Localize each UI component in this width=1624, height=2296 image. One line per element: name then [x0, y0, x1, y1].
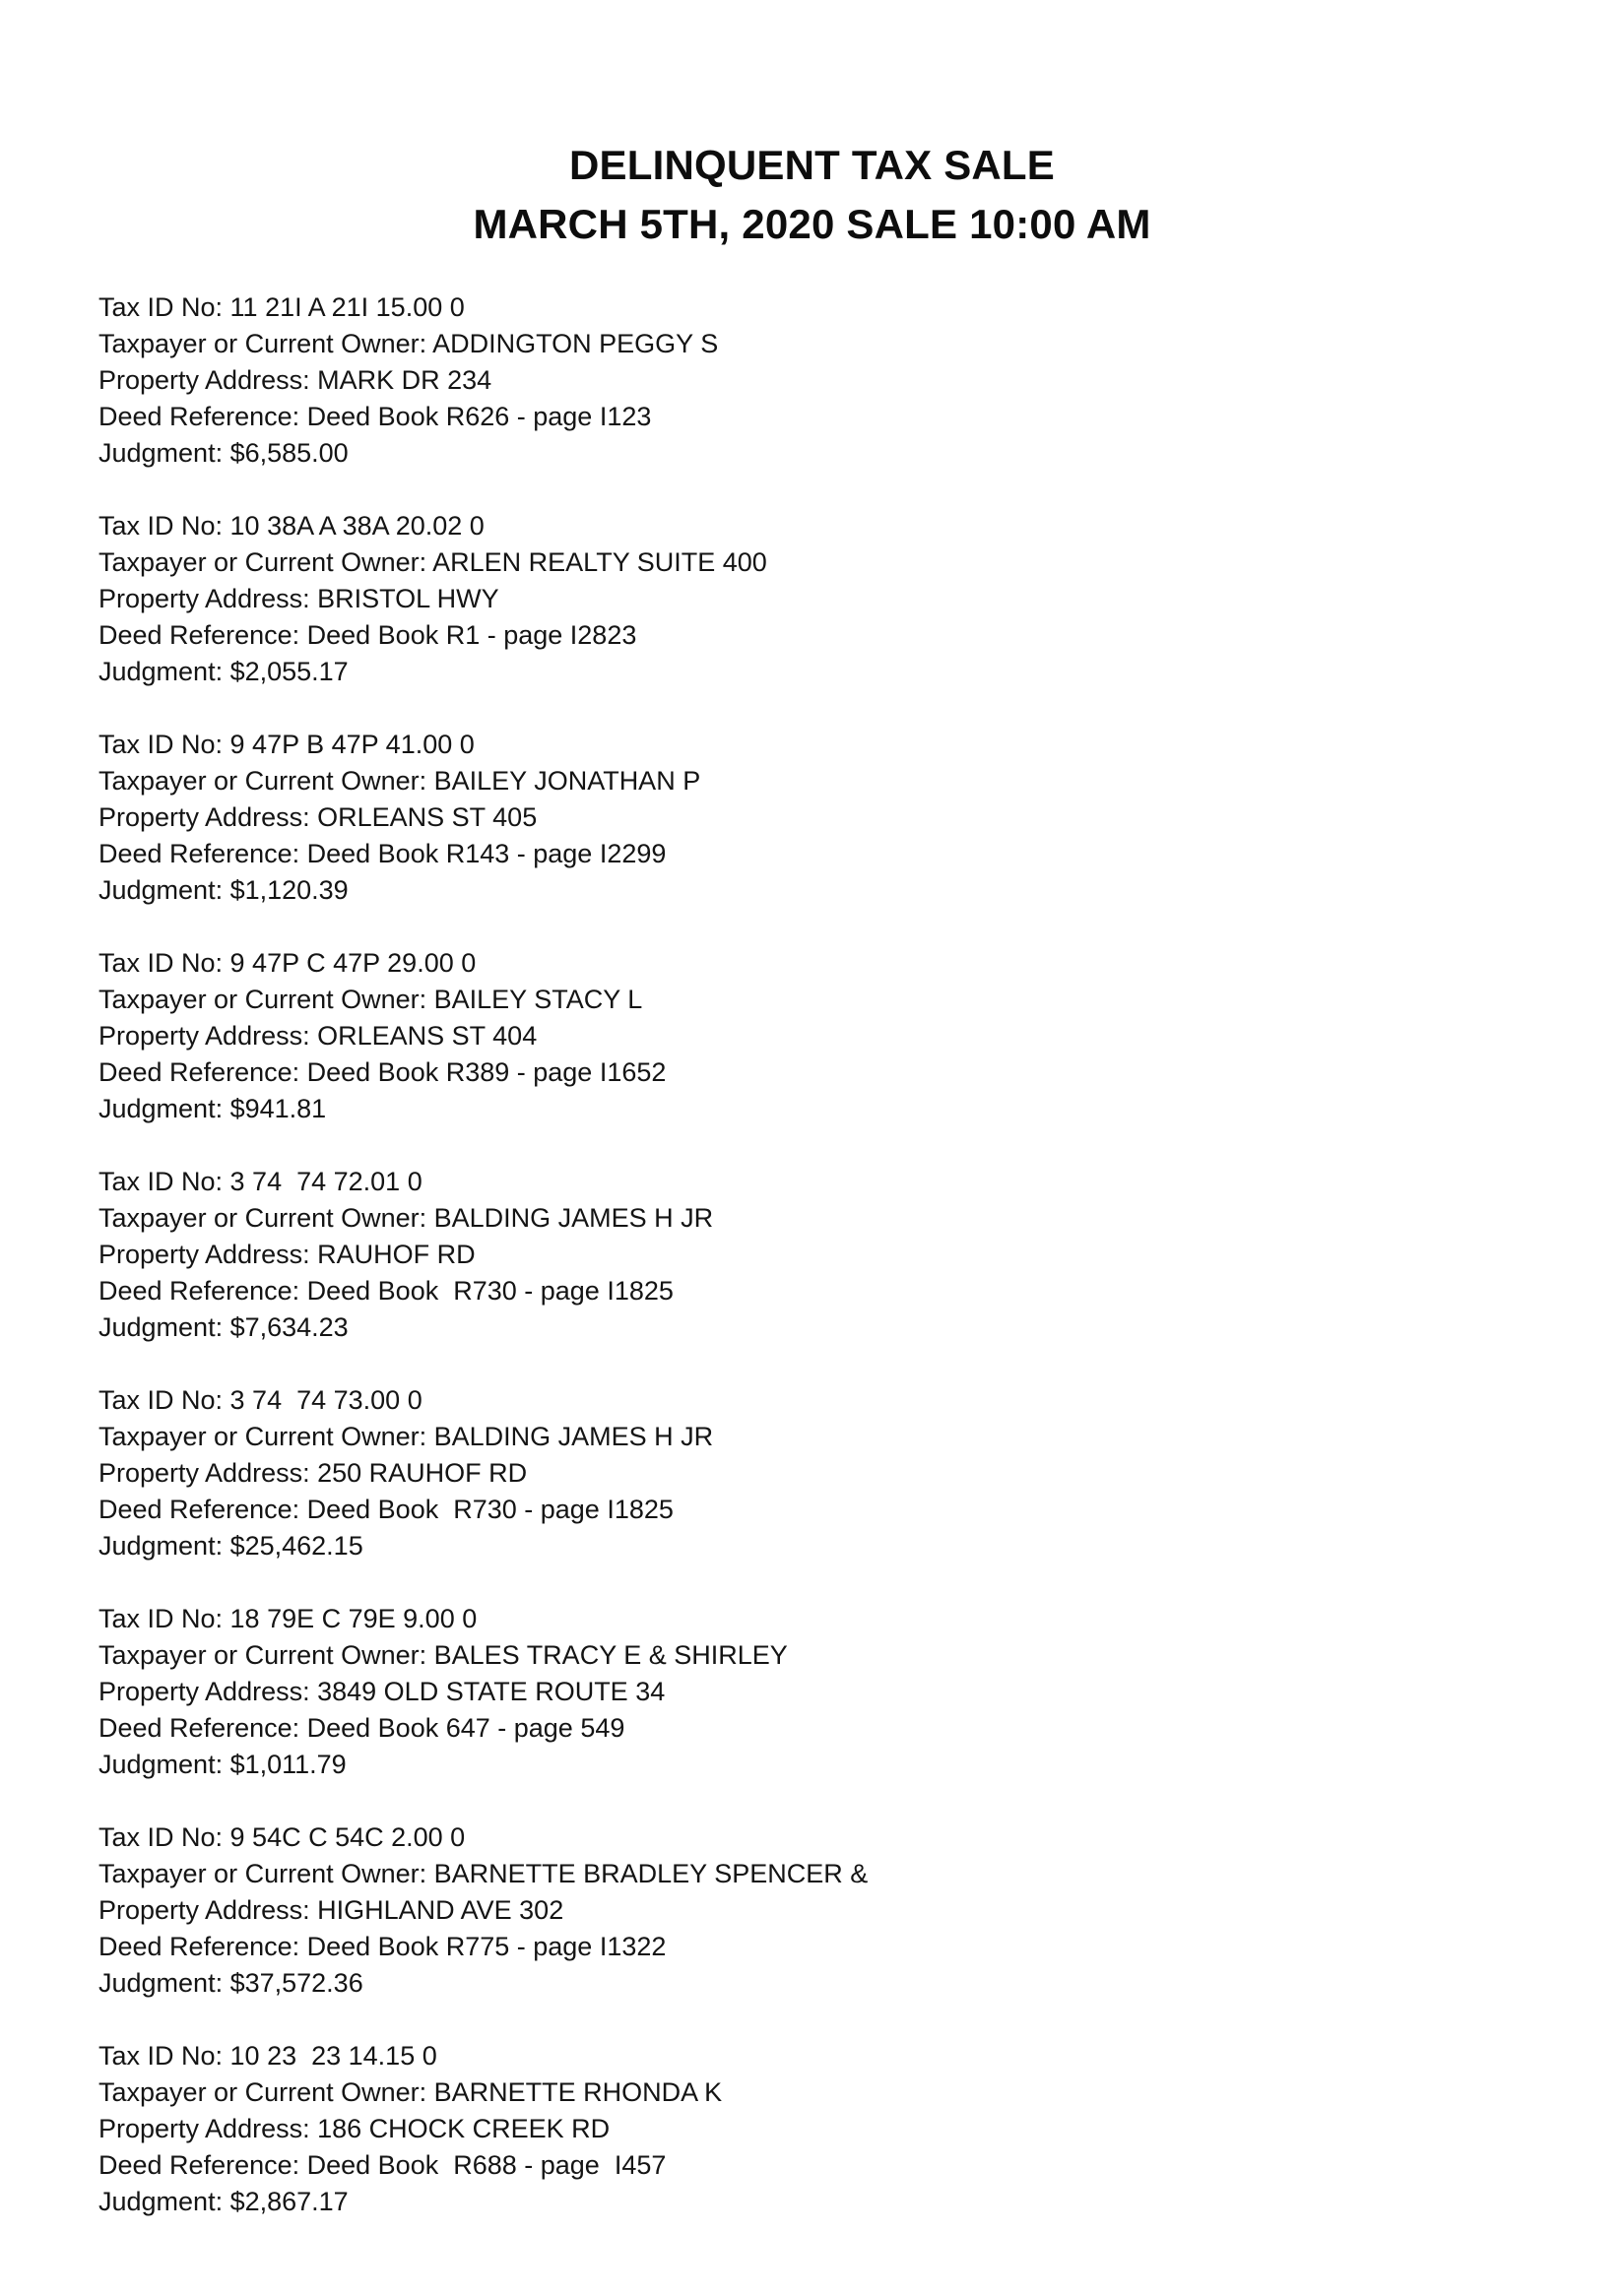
deed-reference-line: Deed Reference: Deed Book R730 - page I1825 — [98, 1276, 674, 1306]
property-address-line: Property Address: 3849 OLD STATE ROUTE 34 — [98, 1677, 666, 1706]
tax-id-line: Tax ID No: 3 74 74 72.01 0 — [98, 1167, 422, 1196]
property-address-line: Property Address: 186 CHOCK CREEK RD — [98, 2114, 611, 2143]
property-record — [98, 2038, 1477, 2220]
owner-line: Taxpayer or Current Owner: BAILEY JONATHAN P — [98, 766, 701, 796]
owner-line: Taxpayer or Current Owner: BARNETTE BRADLEY SPENCER & — [98, 1859, 869, 1888]
tax-id-line: Tax ID No: 9 47P C 47P 29.00 0 — [98, 948, 477, 978]
property-address-line: Property Address: 250 RAUHOF RD — [98, 1458, 528, 1488]
owner-line: Taxpayer or Current Owner: BARNETTE RHONDA K — [98, 2077, 723, 2107]
property-record — [98, 727, 1477, 909]
tax-id-line: Tax ID No: 9 47P B 47P 41.00 0 — [98, 730, 475, 759]
property-address-line: Property Address: RAUHOF RD — [98, 1240, 476, 1269]
property-record — [98, 945, 1477, 1127]
document-title: DELINQUENT TAX SALE — [568, 142, 1056, 188]
owner-line: Taxpayer or Current Owner: BALES TRACY E & SHIRLEY — [98, 1640, 788, 1670]
judgment-line: Judgment: $25,462.15 — [98, 1531, 363, 1561]
property-record — [98, 508, 1477, 690]
property-address-line: Property Address: MARK DR 234 — [98, 365, 492, 395]
tax-id-line: Tax ID No: 10 38A A 38A 20.02 0 — [98, 511, 485, 541]
deed-reference-line: Deed Reference: Deed Book R1 - page I2823 — [98, 620, 637, 650]
property-record — [98, 1601, 1477, 1783]
sale-date-heading: MARCH 5TH, 2020 SALE 10:00 AM — [473, 201, 1151, 247]
property-address-line: Property Address: HIGHLAND AVE 302 — [98, 1895, 564, 1925]
tax-id-line: Tax ID No: 3 74 74 73.00 0 — [98, 1385, 422, 1415]
judgment-line: Judgment: $7,634.23 — [98, 1312, 349, 1342]
deed-reference-line: Deed Reference: Deed Book R143 - page I2299 — [98, 839, 667, 868]
owner-line: Taxpayer or Current Owner: BALDING JAMES H JR — [98, 1422, 714, 1451]
deed-reference-line: Deed Reference: Deed Book 647 - page 549 — [98, 1713, 625, 1743]
property-record — [98, 1164, 1477, 1346]
judgment-line: Judgment: $941.81 — [98, 1094, 327, 1123]
owner-line: Taxpayer or Current Owner: ARLEN REALTY SUITE 400 — [98, 547, 767, 577]
property-record — [98, 1819, 1477, 2002]
judgment-line: Judgment: $1,120.39 — [98, 875, 349, 905]
property-address-line: Property Address: ORLEANS ST 405 — [98, 802, 538, 832]
judgment-line: Judgment: $2,867.17 — [98, 2187, 349, 2216]
judgment-line: Judgment: $37,572.36 — [98, 1968, 363, 1998]
deed-reference-line: Deed Reference: Deed Book R730 - page I1825 — [98, 1495, 674, 1524]
deed-reference-line: Deed Reference: Deed Book R389 - page I1652 — [98, 1057, 667, 1087]
property-record — [98, 1382, 1477, 1564]
owner-line: Taxpayer or Current Owner: BAILEY STACY L — [98, 985, 643, 1014]
judgment-line: Judgment: $1,011.79 — [98, 1750, 347, 1779]
document-header — [0, 136, 1624, 254]
judgment-line: Judgment: $6,585.00 — [98, 438, 349, 468]
tax-id-line: Tax ID No: 9 54C C 54C 2.00 0 — [98, 1822, 466, 1852]
owner-line: Taxpayer or Current Owner: ADDINGTON PEGGY S — [98, 329, 719, 358]
tax-id-line: Tax ID No: 11 21I A 21I 15.00 0 — [98, 292, 465, 322]
property-record — [98, 289, 1477, 472]
owner-line: Taxpayer or Current Owner: BALDING JAMES H JR — [98, 1203, 714, 1233]
property-address-line: Property Address: ORLEANS ST 404 — [98, 1021, 538, 1051]
property-address-line: Property Address: BRISTOL HWY — [98, 584, 499, 613]
deed-reference-line: Deed Reference: Deed Book R775 - page I1322 — [98, 1932, 667, 1961]
tax-id-line: Tax ID No: 18 79E C 79E 9.00 0 — [98, 1604, 478, 1633]
deed-reference-line: Deed Reference: Deed Book R626 - page I123 — [98, 402, 652, 431]
deed-reference-line: Deed Reference: Deed Book R688 - page I457 — [98, 2150, 667, 2180]
tax-id-line: Tax ID No: 10 23 23 14.15 0 — [98, 2041, 437, 2071]
property-record-list — [98, 289, 1477, 2257]
judgment-line: Judgment: $2,055.17 — [98, 657, 349, 686]
